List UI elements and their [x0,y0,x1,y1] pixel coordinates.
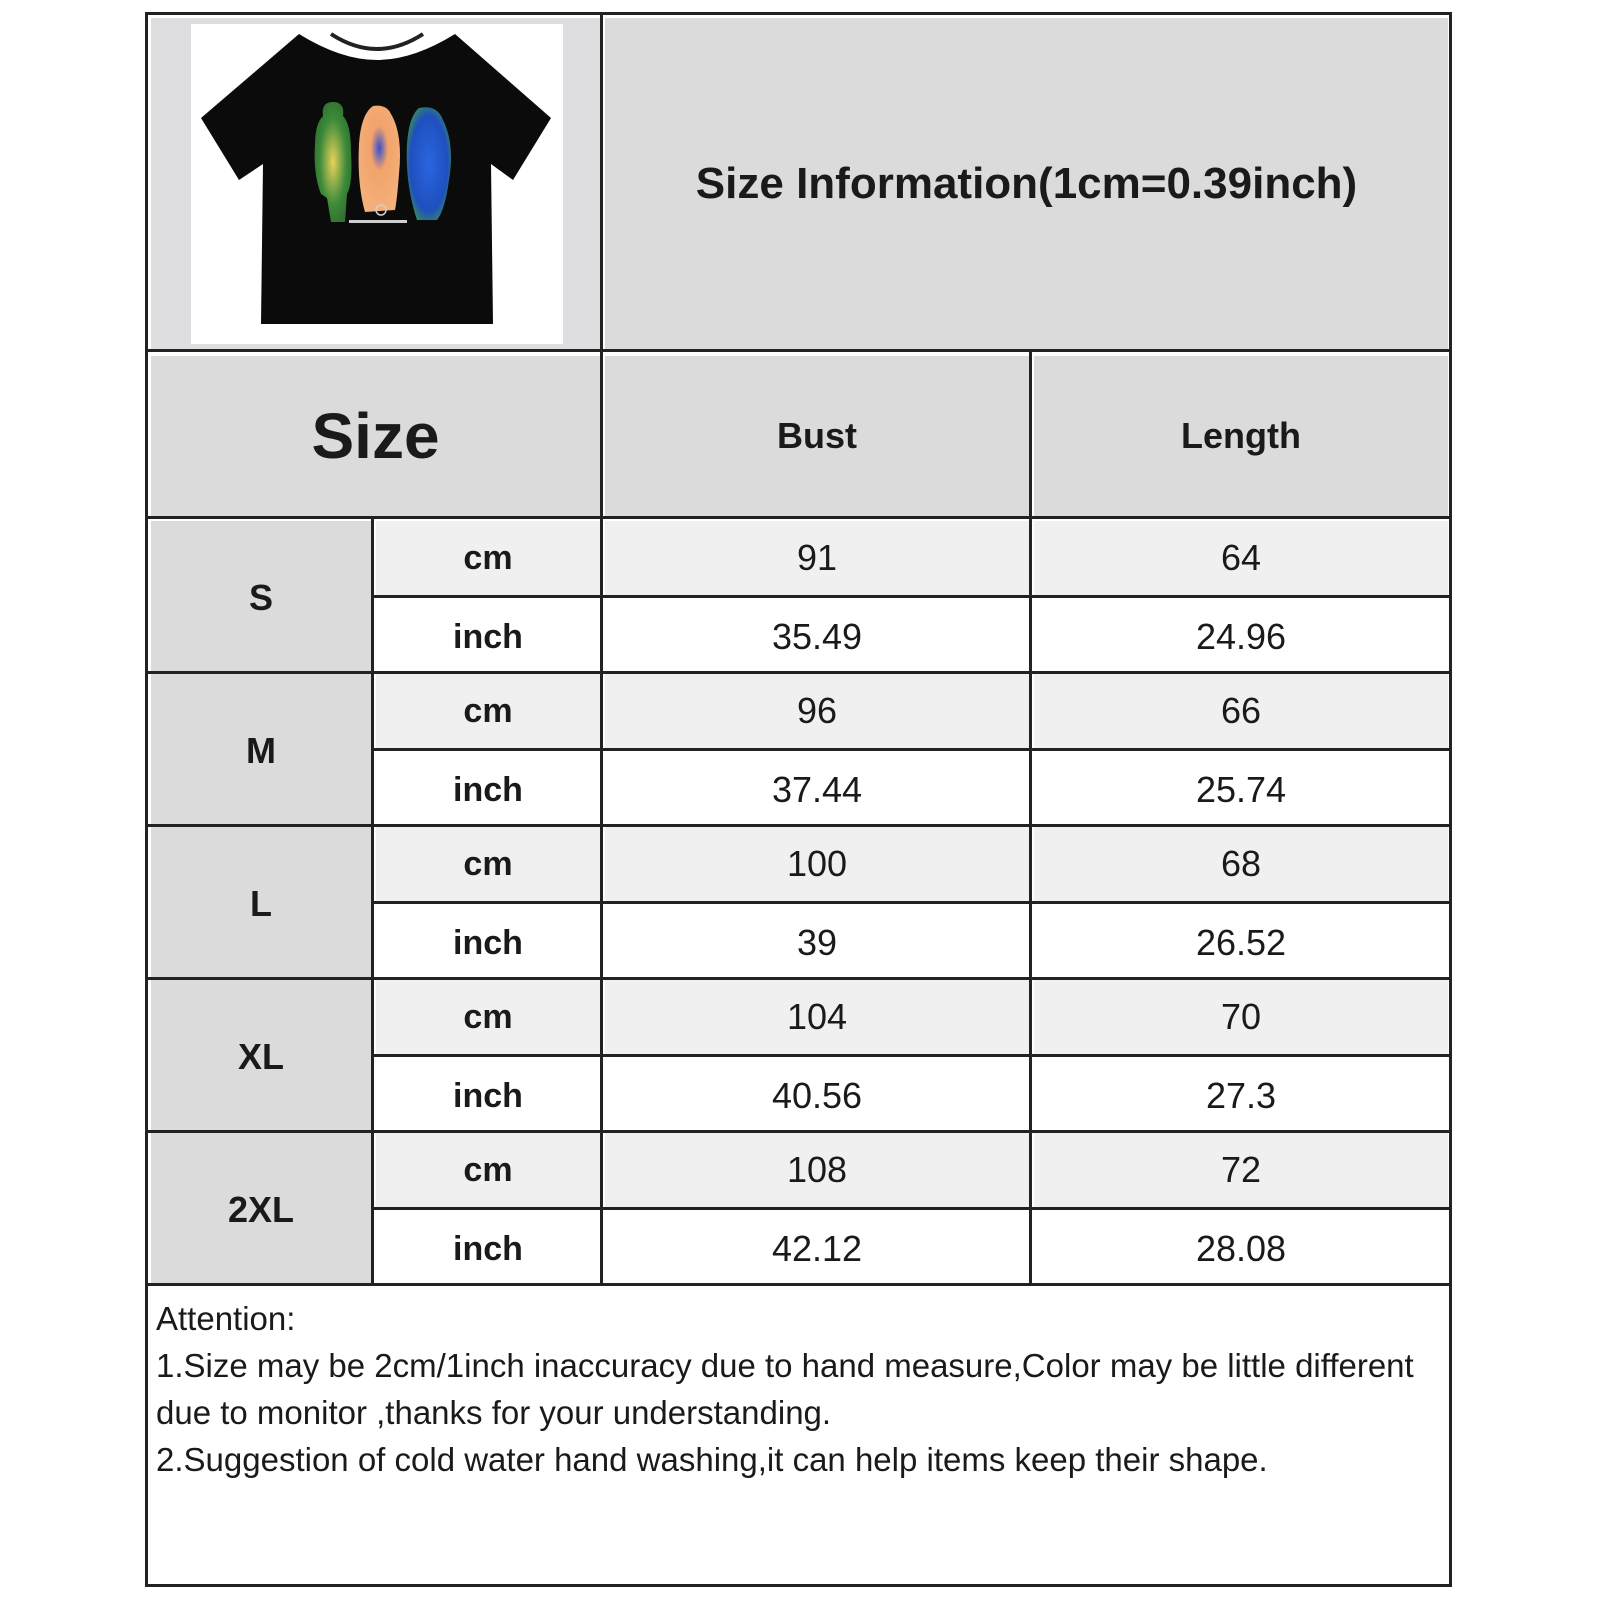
size-group-2xl [148,1133,1449,1288]
header-length: Length [1034,356,1448,516]
bust-cm-value: 91 [605,521,1029,595]
size-label: 2XL [151,1133,371,1286]
size-label: M [151,674,371,827]
divider [371,901,1449,904]
bust-cm-value: 104 [605,980,1029,1054]
length-cm-value: 64 [1034,521,1448,595]
unit-inch: inch [376,600,600,674]
divider [148,516,1449,519]
size-label: S [151,521,371,674]
unit-inch: inch [376,1212,600,1286]
size-label: XL [151,980,371,1133]
divider [600,15,603,1286]
divider [371,595,1449,598]
length-cm-value: 66 [1034,674,1448,748]
divider [148,977,1449,980]
length-inch-value: 27.3 [1034,1059,1448,1133]
bust-inch-value: 42.12 [605,1212,1029,1286]
attention-note-1: 1.Size may be 2cm/1inch inaccuracy due to hand measure,Color may be little different due to monitor ,thanks for your understanding. [156,1347,1423,1431]
product-photo-cell [151,18,600,349]
size-chart-table [145,12,1452,1587]
divider [148,824,1449,827]
unit-cm: cm [376,674,600,748]
divider [1029,349,1032,1286]
divider [148,671,1449,674]
length-cm-value: 68 [1034,827,1448,901]
page-title: Size Information(1cm=0.39inch) [605,18,1448,349]
bust-cm-value: 100 [605,827,1029,901]
unit-inch: inch [376,906,600,980]
divider [148,349,1449,352]
unit-cm: cm [376,980,600,1054]
attention-heading: Attention: [156,1300,296,1337]
unit-inch: inch [376,1059,600,1133]
tshirt-icon [191,24,563,344]
length-inch-value: 24.96 [1034,600,1448,674]
size-group-s [148,521,1449,676]
bust-inch-value: 37.44 [605,753,1029,827]
length-cm-value: 70 [1034,980,1448,1054]
header-size: Size [151,356,600,516]
bust-inch-value: 40.56 [605,1059,1029,1133]
header-bust: Bust [605,356,1029,516]
bust-inch-value: 35.49 [605,600,1029,674]
unit-inch: inch [376,753,600,827]
unit-cm: cm [376,521,600,595]
size-group-l [148,827,1449,982]
length-cm-value: 72 [1034,1133,1448,1207]
divider [371,1207,1449,1210]
size-group-xl [148,980,1449,1135]
bust-cm-value: 108 [605,1133,1029,1207]
unit-cm: cm [376,827,600,901]
length-inch-value: 25.74 [1034,753,1448,827]
product-photo [191,24,563,344]
bust-inch-value: 39 [605,906,1029,980]
unit-cm: cm [376,1133,600,1207]
attention-note-2: 2.Suggestion of cold water hand washing,it can help items keep their shape. [156,1441,1268,1478]
size-group-m [148,674,1449,829]
attention-notes [156,1295,1446,1483]
divider [148,1130,1449,1133]
divider [371,748,1449,751]
divider [148,1283,1449,1286]
divider [371,1054,1449,1057]
length-inch-value: 26.52 [1034,906,1448,980]
bust-cm-value: 96 [605,674,1029,748]
size-label: L [151,827,371,980]
length-inch-value: 28.08 [1034,1212,1448,1286]
